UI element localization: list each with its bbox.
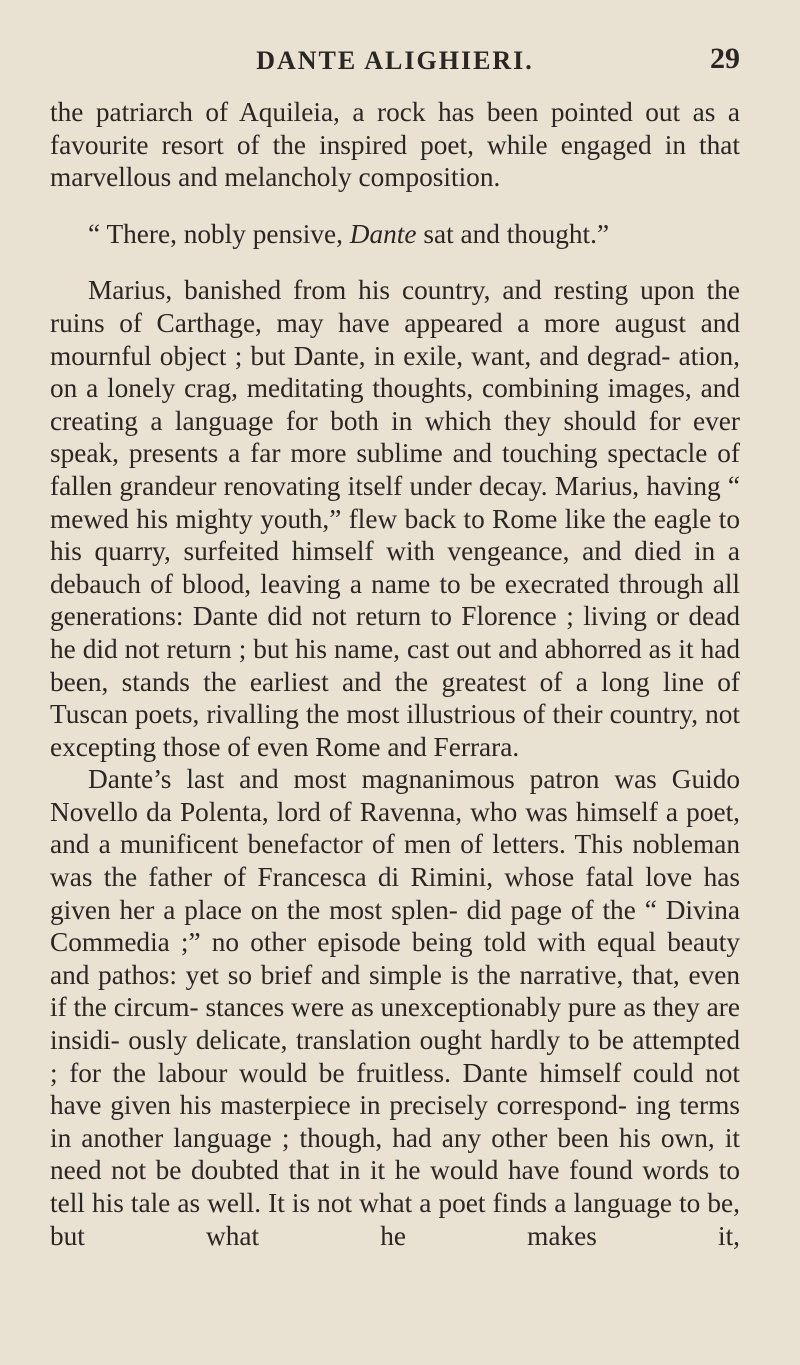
block-quote [50,218,740,251]
running-title: DANTE ALIGHIERI. [256,46,534,75]
paragraph-3: Dante’s last and most magnanimous patron was Guido Novello da Polenta, lord of Ravenna, who was himself a poet, and a munificent benefactor of men of letters. This nobleman was the father of Francesca di Rimini, whose fatal love has given her a place on the most splen- did page of the “ Divina Commedia ;” no other episode being told with equal beauty and pathos: yet so brief and simple is the narrative, that, even if the circum- stances were as unexceptionably pure as they are insidi- ously delicate, translation ought hardly to be attempted ; for the labour would be fruitless. Dante himself could not have given his masterpiece in precisely correspond- ing terms in another language ; though, had any other been his own, it need not be doubted that in it he would have found words to tell his tale as well. It is not what a poet finds a language to be, but what he makes it, [50,764,740,1251]
quote-text-end: sat and thought.” [416,218,610,249]
paragraph-2: Marius, banished from his country, and resting upon the ruins of Carthage, may have appeared a more august and mournful object ; but Dante, in exile, want, and degrad- ation, on a lonely crag, meditating thoughts, combining images, and creating a language for both in which they should for ever speak, presents a far more sublime and touching spectacle of fallen grandeur renovating itself under decay. Marius, having “ mewed his mighty youth,” flew back to Rome like the eagle to his quarry, surfeited himself with vengeance, and died in a debauch of blood, leaving a name to be execrated through all generations: Dante did not return to Florence ; living or dead he did not return ; but his name, cast out and abhorred as it had been, stands the earliest and the greatest of a long line of Tuscan poets, rivalling the most illustrious of their country, not excepting those of even Rome and Ferrara. [50,275,740,762]
quote-text-start: “ There, nobly pensive, [88,218,350,249]
paragraph-1: the patriarch of Aquileia, a rock has been pointed out as a favourite resort of the inspired poet, while engaged in that marvellous and melancholy composition. [50,97,740,193]
page-number: 29 [710,42,740,75]
quote-text-italic: Dante [349,218,417,249]
page-header [50,42,740,86]
body-text [50,96,740,1252]
